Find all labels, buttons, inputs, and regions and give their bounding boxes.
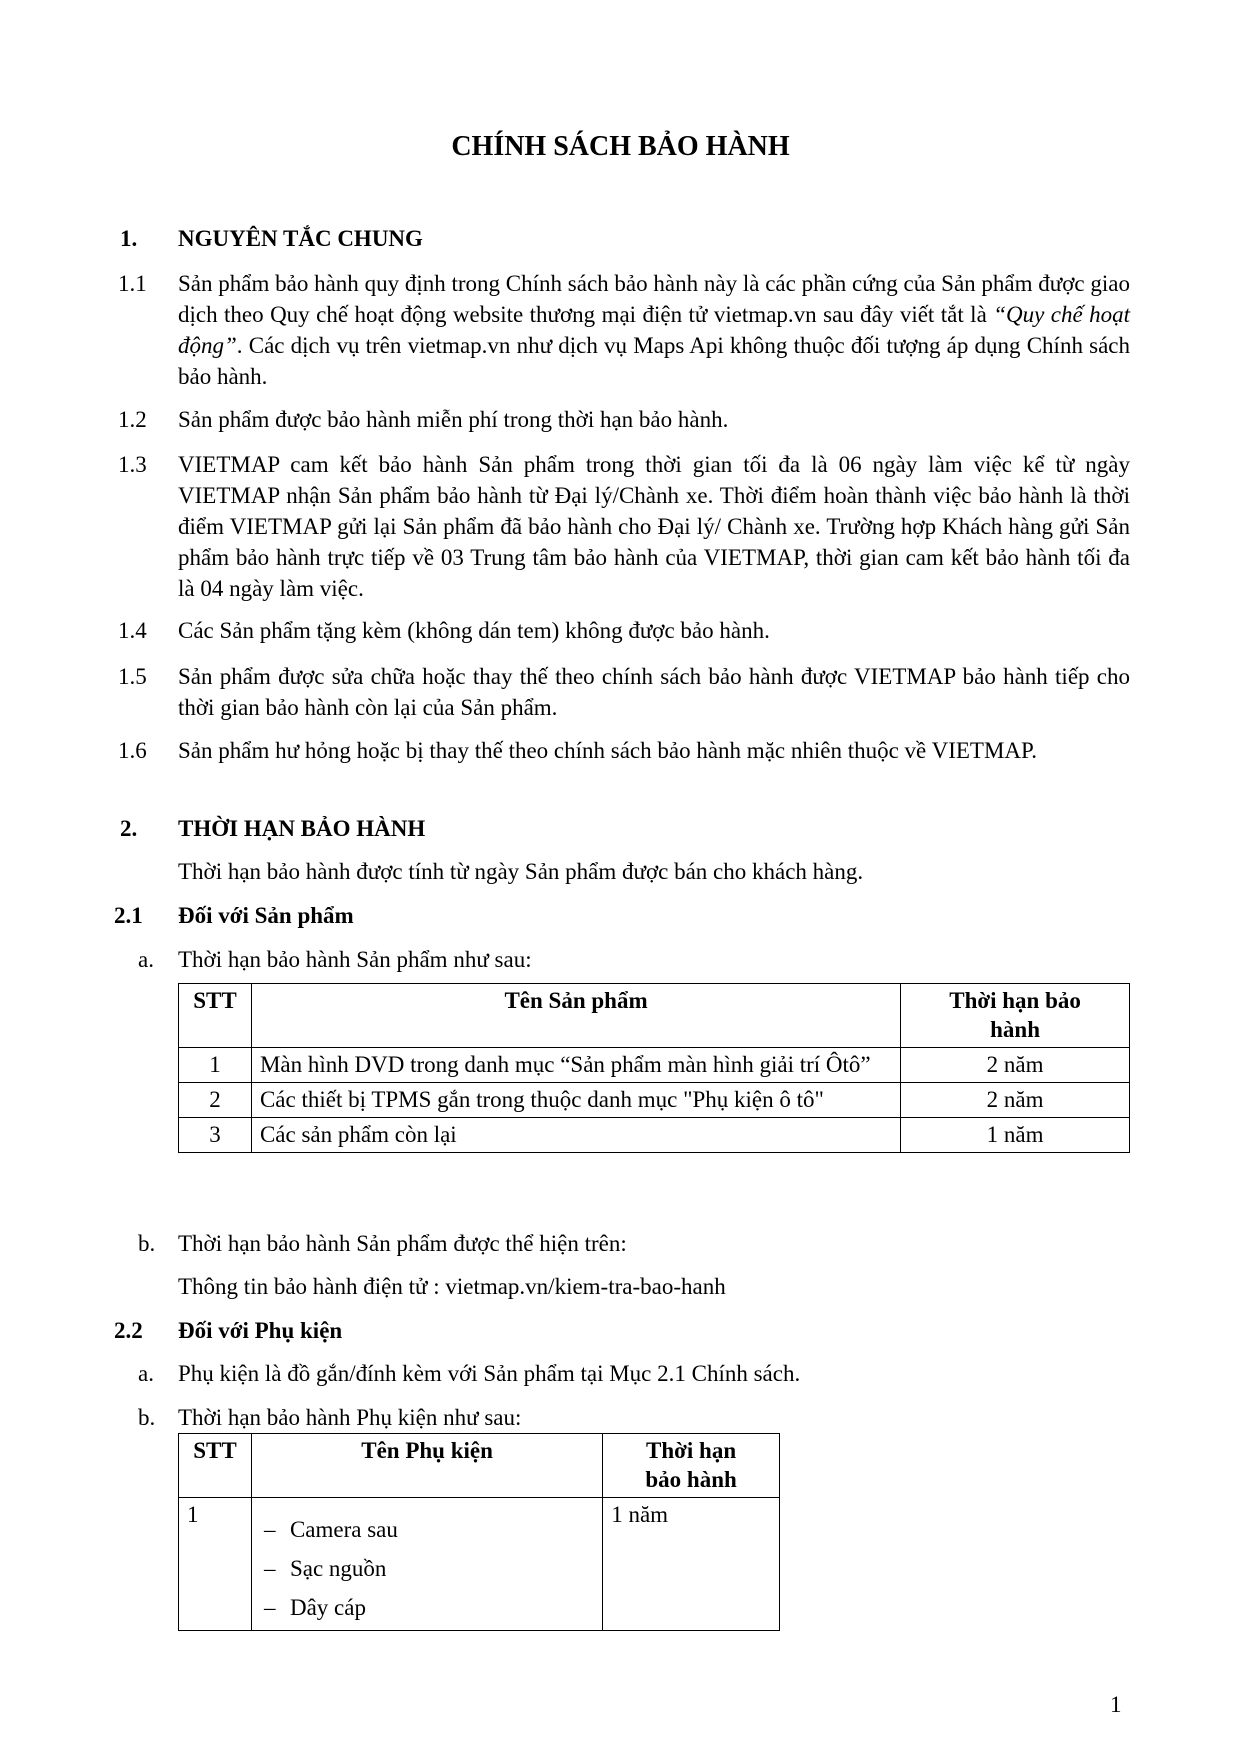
header-stt: STT <box>179 1434 252 1498</box>
clause-number: 1.3 <box>118 452 147 477</box>
subsection-2-2-heading <box>114 1315 1130 1346</box>
clause-number: 1.5 <box>118 664 147 689</box>
clause-text: Sản phẩm được sửa chữa hoặc thay thế theo chính sách bảo hành được VIETMAP bảo hành tiếp cho thời gian bảo hành còn lại của Sản phẩm. <box>178 664 1130 720</box>
clause-text: Sản phẩm hư hỏng hoặc bị thay thế theo chính sách bảo hành mặc nhiên thuộc về VIETMAP. <box>178 738 1038 763</box>
document-title: CHÍNH SÁCH BẢO HÀNH <box>451 131 790 162</box>
cell-product-name: Các thiết bị TPMS gắn trong thuộc danh mục "Phụ kiện ô tô" <box>251 1083 900 1118</box>
item-text: Thời hạn bảo hành Sản phẩm được thể hiện trên: <box>178 1231 627 1256</box>
table-row <box>179 1498 780 1631</box>
item-label: b. <box>138 1405 156 1430</box>
table-row <box>179 1083 1130 1118</box>
subsection-number: 2.1 <box>114 903 143 928</box>
clause-1-1 <box>118 268 1130 392</box>
clause-1-5 <box>118 661 1130 723</box>
list-item: – Sạc nguồn <box>260 1549 594 1588</box>
section-1-heading <box>118 223 1130 254</box>
subsection-title: Đối với Phụ kiện <box>178 1318 343 1343</box>
header-warranty-term: Thời hạn bảo hành <box>603 1434 780 1498</box>
subsection-number: 2.2 <box>114 1318 143 1343</box>
cell-warranty-term: 1 năm <box>603 1498 780 1631</box>
item-text: Thời hạn bảo hành Sản phẩm như sau: <box>178 947 532 972</box>
accessory-warranty-table <box>178 1433 780 1631</box>
cell-stt: 3 <box>179 1118 252 1153</box>
item-2-1-b <box>118 1228 1130 1259</box>
item-text: Thời hạn bảo hành Phụ kiện như sau: <box>178 1405 522 1430</box>
accessory-list <box>260 1510 594 1627</box>
clause-number: 1.1 <box>118 271 147 296</box>
clause-number: 1.6 <box>118 738 147 763</box>
item-text: Phụ kiện là đồ gắn/đính kèm với Sản phẩm tại Mục 2.1 Chính sách. <box>178 1361 801 1386</box>
clause-1-6 <box>118 735 1130 766</box>
section-title: NGUYÊN TẮC CHUNG <box>178 226 423 251</box>
cell-stt: 1 <box>179 1048 252 1083</box>
table-header-row <box>179 1434 780 1498</box>
section-number: 2. <box>120 816 138 841</box>
item-2-2-a <box>118 1358 1130 1389</box>
cell-warranty-term: 2 năm <box>901 1083 1130 1118</box>
page-number: 1 <box>1110 1692 1122 1717</box>
section-2-heading <box>118 813 1130 844</box>
header-product-name: Tên Sản phẩm <box>251 984 900 1048</box>
item-label: b. <box>138 1231 156 1256</box>
clause-1-2 <box>118 404 1130 435</box>
header-stt: STT <box>179 984 252 1048</box>
subsection-2-1-heading <box>114 900 1130 931</box>
table-row <box>179 1118 1130 1153</box>
section-2-intro: Thời hạn bảo hành được tính từ ngày Sản phẩm được bán cho khách hàng. <box>178 859 864 884</box>
clause-italic-text: “Quy chế hoạt động” <box>178 302 1131 358</box>
section-title: THỜI HẠN BẢO HÀNH <box>178 816 426 841</box>
cell-product-name: Màn hình DVD trong danh mục “Sản phẩm màn hình giải trí Ôtô” <box>251 1048 900 1083</box>
clause-1-3 <box>118 449 1130 604</box>
cell-stt: 1 <box>179 1498 252 1631</box>
header-accessory-name: Tên Phụ kiện <box>251 1434 602 1498</box>
cell-stt: 2 <box>179 1083 252 1118</box>
item-2-1-a <box>118 944 1130 975</box>
item-label: a. <box>138 947 154 972</box>
list-item: – Dây cáp <box>260 1588 594 1627</box>
section-number: 1. <box>120 226 138 251</box>
clause-1-4 <box>118 615 1130 646</box>
cell-warranty-term: 2 năm <box>901 1048 1130 1083</box>
cell-accessory-list <box>251 1498 602 1631</box>
item-2-2-b <box>118 1402 1130 1433</box>
warranty-info-line: Thông tin bảo hành điện tử : vietmap.vn/kiem-tra-bao-hanh <box>178 1274 726 1299</box>
clause-text: Sản phẩm được bảo hành miễn phí trong thời hạn bảo hành. <box>178 407 729 432</box>
table-header-row <box>179 984 1130 1048</box>
clause-number: 1.4 <box>118 618 147 643</box>
header-warranty-term: Thời hạn bảo hành <box>901 984 1130 1048</box>
product-warranty-table <box>178 983 1130 1153</box>
clause-number: 1.2 <box>118 407 147 432</box>
cell-warranty-term: 1 năm <box>901 1118 1130 1153</box>
list-item: – Camera sau <box>260 1510 594 1549</box>
clause-text: Các Sản phẩm tặng kèm (không dán tem) không được bảo hành. <box>178 618 770 643</box>
clause-text: Sản phẩm bảo hành quy định trong Chính sách bảo hành này là các phần cứng của Sản phẩm được giao dịch theo Quy chế hoạt động website thương mại điện tử vietmap.vn sau đây viết tắt là <box>178 271 1130 327</box>
item-label: a. <box>138 1361 154 1386</box>
cell-product-name: Các sản phẩm còn lại <box>251 1118 900 1153</box>
table-row <box>179 1048 1130 1083</box>
clause-text-continued: . Các dịch vụ trên vietmap.vn như dịch vụ Maps Api không thuộc đối tượng áp dụng Chính sách bảo hành. <box>178 333 1130 389</box>
subsection-title: Đối với Sản phẩm <box>178 903 354 928</box>
clause-text: VIETMAP cam kết bảo hành Sản phẩm trong thời gian tối đa là 06 ngày làm việc kể từ ngày VIETMAP nhận Sản phẩm bảo hành từ Đại lý/Chành xe. Thời điểm hoàn thành việc bảo hành là thời điểm VIETMAP gửi lại Sản phẩm đã bảo hành cho Đại lý/ Chành xe. Trường hợp Khách hàng gửi Sản phẩm bảo hành trực tiếp về 03 Trung tâm bảo hành của VIETMAP, thời gian cam kết bảo hành tối đa là 04 ngày làm việc. <box>178 452 1130 601</box>
